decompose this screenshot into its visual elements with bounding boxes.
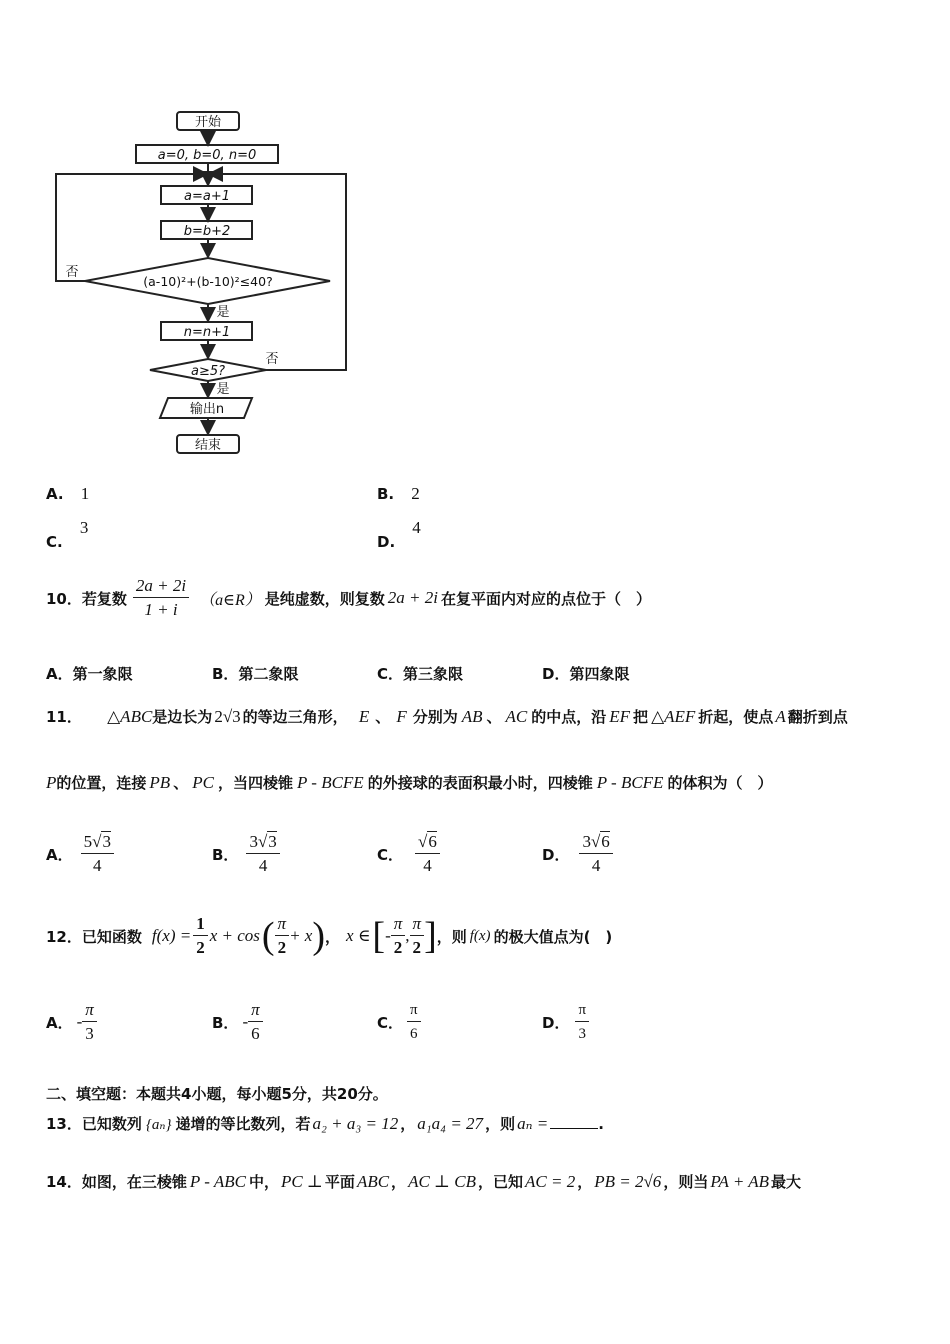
q12-text: 的极大值点为( ) (493, 927, 613, 946)
q10-option-c[interactable] (377, 663, 463, 684)
flow-output-text: 输出n (189, 402, 225, 417)
option-label: B． (212, 845, 239, 864)
q11-text: 的外接球的表面积最小时，四棱锥 (367, 774, 593, 792)
option-fraction: $\frac{3√6}{4}$ (579, 832, 612, 876)
flow-step-n-text: n=n+1 (183, 325, 231, 340)
flow-start-text: 开始 (194, 115, 222, 130)
flow-no-left: 否 (65, 265, 79, 280)
coef: 3 (249, 832, 258, 851)
option-value: 4 (412, 518, 421, 537)
q11-text: 把 (633, 708, 649, 726)
q12-half (193, 914, 208, 958)
q13-text: 递增的等比数列，若 (175, 1115, 311, 1133)
q11-pb: PB (149, 773, 171, 792)
q10-option-d[interactable] (542, 663, 629, 684)
flow-yes-2: 是 (216, 382, 230, 397)
frac-numerator: 2a + 2i (133, 576, 189, 598)
option-label: A． (46, 1013, 73, 1032)
option-value: 第四象限 (569, 665, 630, 683)
option-fraction (248, 1000, 263, 1044)
interval-comma: , (405, 926, 410, 945)
q10-text3: 在复平面内对应的点位于（ ） (440, 589, 651, 608)
option-fraction (575, 1000, 589, 1044)
q13-text: 已知数列 (81, 1115, 142, 1133)
q14-stem (46, 1171, 801, 1192)
option-value: 第三象限 (403, 665, 464, 683)
q10-option-a[interactable] (46, 663, 133, 684)
q11-ef: EF (609, 707, 631, 726)
q14-sum: PA + AB (710, 1172, 770, 1191)
q11-option-d[interactable] (542, 832, 613, 876)
q11-aef: △AEF (651, 707, 696, 726)
answer-blank[interactable] (550, 1112, 598, 1129)
q11-text: 是边长为 (152, 708, 213, 726)
q11-a: A (775, 707, 786, 726)
q11-text: 的等边三角形， (242, 708, 348, 726)
option-label: B. (377, 485, 395, 503)
frac-numerator: π (275, 914, 290, 936)
denominator: 4 (423, 856, 432, 875)
q10-expr: 2a + 2i (387, 588, 438, 607)
q11-pyramid: P - BCFE (596, 773, 664, 792)
q14-text: ，已知 (478, 1173, 524, 1191)
question-number: 13． (46, 1115, 82, 1133)
radicand: 3 (268, 832, 277, 851)
coef: 3 (582, 832, 591, 851)
frac-denominator: 2 (196, 938, 205, 957)
radicand: 3 (102, 832, 111, 851)
q11-text: 翻折到点 (787, 708, 848, 726)
flow-condition1-text: (a-10)²+(b-10)²≤40? (143, 274, 273, 289)
option-value: 第一象限 (72, 665, 133, 683)
q10-fraction (133, 576, 189, 620)
q11-text: 分别为 (412, 708, 458, 726)
q12-text: ，则 (436, 927, 467, 946)
denominator: 4 (258, 856, 268, 875)
q12-fx: f(x) = (151, 926, 192, 945)
frac-denominator: 2 (277, 938, 287, 957)
flow-init-text: a=0, b=0, n=0 (157, 148, 257, 163)
option-value: 3 (79, 518, 89, 537)
frac-numerator: 1 (193, 914, 208, 936)
frac-denominator: 6 (251, 1024, 260, 1043)
radicand: 6 (601, 832, 610, 851)
q13-stem (46, 1112, 604, 1134)
q13-text: ，则 (485, 1115, 516, 1133)
section-heading: 二、填空题：本题共4小题，每小题5分，共20分。 (46, 1085, 388, 1103)
frac-numerator: π (248, 1000, 263, 1022)
radicand: 6 (428, 832, 437, 851)
q12-plus-x: + x (289, 926, 313, 945)
option-label: C. (46, 533, 63, 551)
q14-ac-perp: AC ⊥ CB (408, 1172, 476, 1191)
q14-pb: PB = 2√6 (594, 1172, 662, 1191)
flowchart (0, 100, 380, 470)
bracket-left: [ (372, 915, 386, 957)
option-fraction: $\frac{√6}{4}$ (415, 832, 440, 876)
option-label: A． (46, 845, 73, 864)
q13-an: aₙ = (517, 1114, 549, 1133)
option-label: A. (46, 485, 64, 503)
paren-left: ( (261, 915, 275, 957)
q9-option-d[interactable] (377, 518, 421, 551)
flow-condition2-text: a≥5? (190, 364, 226, 379)
neg-sign: - (385, 926, 391, 945)
q11-stem-line1 (46, 706, 848, 727)
q14-text: 平面 (324, 1173, 355, 1191)
q14-pc: PC ⊥ (280, 1172, 323, 1191)
q11-ab: AB (461, 707, 483, 726)
q12-pi-half (275, 914, 290, 958)
q11-option-c[interactable] (377, 832, 440, 876)
frac-denominator: 2 (393, 938, 403, 957)
flow-end-text: 结束 (194, 438, 222, 453)
option-label: B． (212, 1013, 239, 1032)
q11-side: 2√3 (214, 707, 241, 726)
q14-comma: ， (577, 1173, 593, 1191)
q12-option-c[interactable] (377, 1000, 421, 1044)
denominator: 4 (591, 856, 601, 875)
flow-yes-1: 是 (216, 305, 230, 320)
q13-eq2: a₁a₄ = 27 (417, 1114, 484, 1133)
frac-denominator: 2 (412, 938, 422, 957)
q11-text: 的中点，沿 (531, 708, 607, 726)
option-value: 第二象限 (238, 665, 299, 683)
q11-sep: 、 (173, 774, 189, 792)
q11-text: 的位置，连接 (56, 774, 147, 792)
frac-denominator: 1 + i (144, 600, 178, 619)
q10-text2: 是纯虚数，则复数 (264, 589, 385, 608)
q12-fx2: f(x) (469, 927, 491, 944)
q11-pc: PC (192, 773, 214, 792)
q9-option-c[interactable] (46, 518, 89, 551)
sign: - (76, 1012, 83, 1031)
flow-step-b-text: b=b+2 (183, 224, 231, 239)
question-number: 11． (46, 708, 82, 726)
q11-sep: 、 (486, 708, 502, 726)
frac-numerator: π (410, 914, 425, 936)
q10-text1: 若复数 (81, 589, 127, 608)
q10-condition: （a∈R） (199, 591, 261, 609)
q12-stem (46, 914, 612, 958)
frac-denominator: 3 (578, 1026, 586, 1042)
paren-right: ) (312, 915, 326, 957)
q11-text: 的体积为（ ） (667, 774, 773, 792)
q12-comma: ， (325, 927, 341, 946)
option-fraction: $\frac{5√3}{4}$ (81, 832, 114, 876)
frac-numerator: π (82, 1000, 97, 1022)
option-fraction: $\frac{3√3}{4}$ (246, 832, 279, 876)
option-label: C． (377, 665, 404, 683)
option-label: D． (542, 665, 570, 683)
option-value: 2 (411, 484, 420, 503)
option-label: C． (377, 845, 404, 864)
q11-triangle: △ABC (107, 707, 153, 726)
q12-neg-pi-half (391, 914, 406, 958)
q11-e: E (358, 707, 370, 726)
q11-text: 折起，使点 (698, 708, 774, 726)
q12-pos-pi-half (410, 914, 425, 958)
q11-sep: 、 (375, 708, 391, 726)
q11-pyramid: P - BCFE (296, 773, 364, 792)
q11-option-a[interactable] (46, 832, 114, 876)
option-fraction (407, 1000, 421, 1044)
q12-option-b[interactable] (212, 1000, 263, 1044)
q14-text: 中， (248, 1173, 279, 1191)
option-label: A． (46, 665, 73, 683)
coef: 5 (83, 832, 93, 851)
q12-xin: x ∈ (346, 926, 371, 945)
q14-text: 最大 (771, 1173, 802, 1191)
option-label: D． (542, 1013, 570, 1032)
q14-ac: AC = 2 (525, 1172, 576, 1191)
flow-no-right: 否 (265, 352, 279, 367)
option-value: 1 (80, 484, 90, 503)
option-label: D． (542, 845, 570, 864)
frac-numerator: π (575, 1000, 589, 1022)
option-fraction (82, 1000, 97, 1044)
q12-text: 已知函数 (81, 927, 142, 946)
q13-end: . (598, 1115, 604, 1133)
frac-numerator: π (391, 914, 406, 936)
option-label: C． (377, 1013, 404, 1032)
q11-text: ，当四棱锥 (217, 774, 293, 792)
q13-comma: ， (400, 1115, 416, 1133)
frac-denominator: 6 (410, 1026, 418, 1042)
question-number: 12． (46, 927, 82, 946)
frac-numerator: π (407, 1000, 421, 1022)
q9-option-a[interactable] (46, 484, 89, 504)
q10-option-b[interactable] (212, 663, 298, 684)
question-number: 14． (46, 1173, 82, 1191)
q12-option-d[interactable] (542, 1000, 589, 1044)
bracket-right: ] (424, 915, 437, 957)
q10-stem (46, 576, 651, 620)
q11-ac: AC (505, 707, 528, 726)
q13-sequence: {aₙ} (145, 1117, 172, 1133)
flow-step-a-text: a=a+1 (184, 189, 230, 204)
frac-denominator: 3 (85, 1024, 94, 1043)
option-label: D. (377, 533, 396, 551)
q11-f: F (396, 707, 407, 726)
q14-abc: ABC (356, 1172, 390, 1191)
denominator: 4 (93, 856, 102, 875)
option-label: B． (212, 665, 239, 683)
q14-pyramid: P - ABC (189, 1172, 246, 1191)
q13-eq1: a₂ + a₃ = 12 (312, 1114, 399, 1133)
sign: - (242, 1012, 249, 1031)
q11-p: P (46, 773, 57, 792)
q14-comma: ， (391, 1173, 407, 1191)
question-number: 10． (46, 589, 82, 608)
q12-option-a[interactable] (46, 1000, 97, 1044)
q12-cos: x + cos (209, 926, 260, 945)
q9-option-b[interactable] (377, 484, 420, 504)
q14-text: ，则当 (663, 1173, 709, 1191)
q11-option-b[interactable] (212, 832, 280, 876)
q11-stem-line2 (46, 772, 772, 793)
q14-text: 如图，在三棱锥 (81, 1173, 187, 1191)
